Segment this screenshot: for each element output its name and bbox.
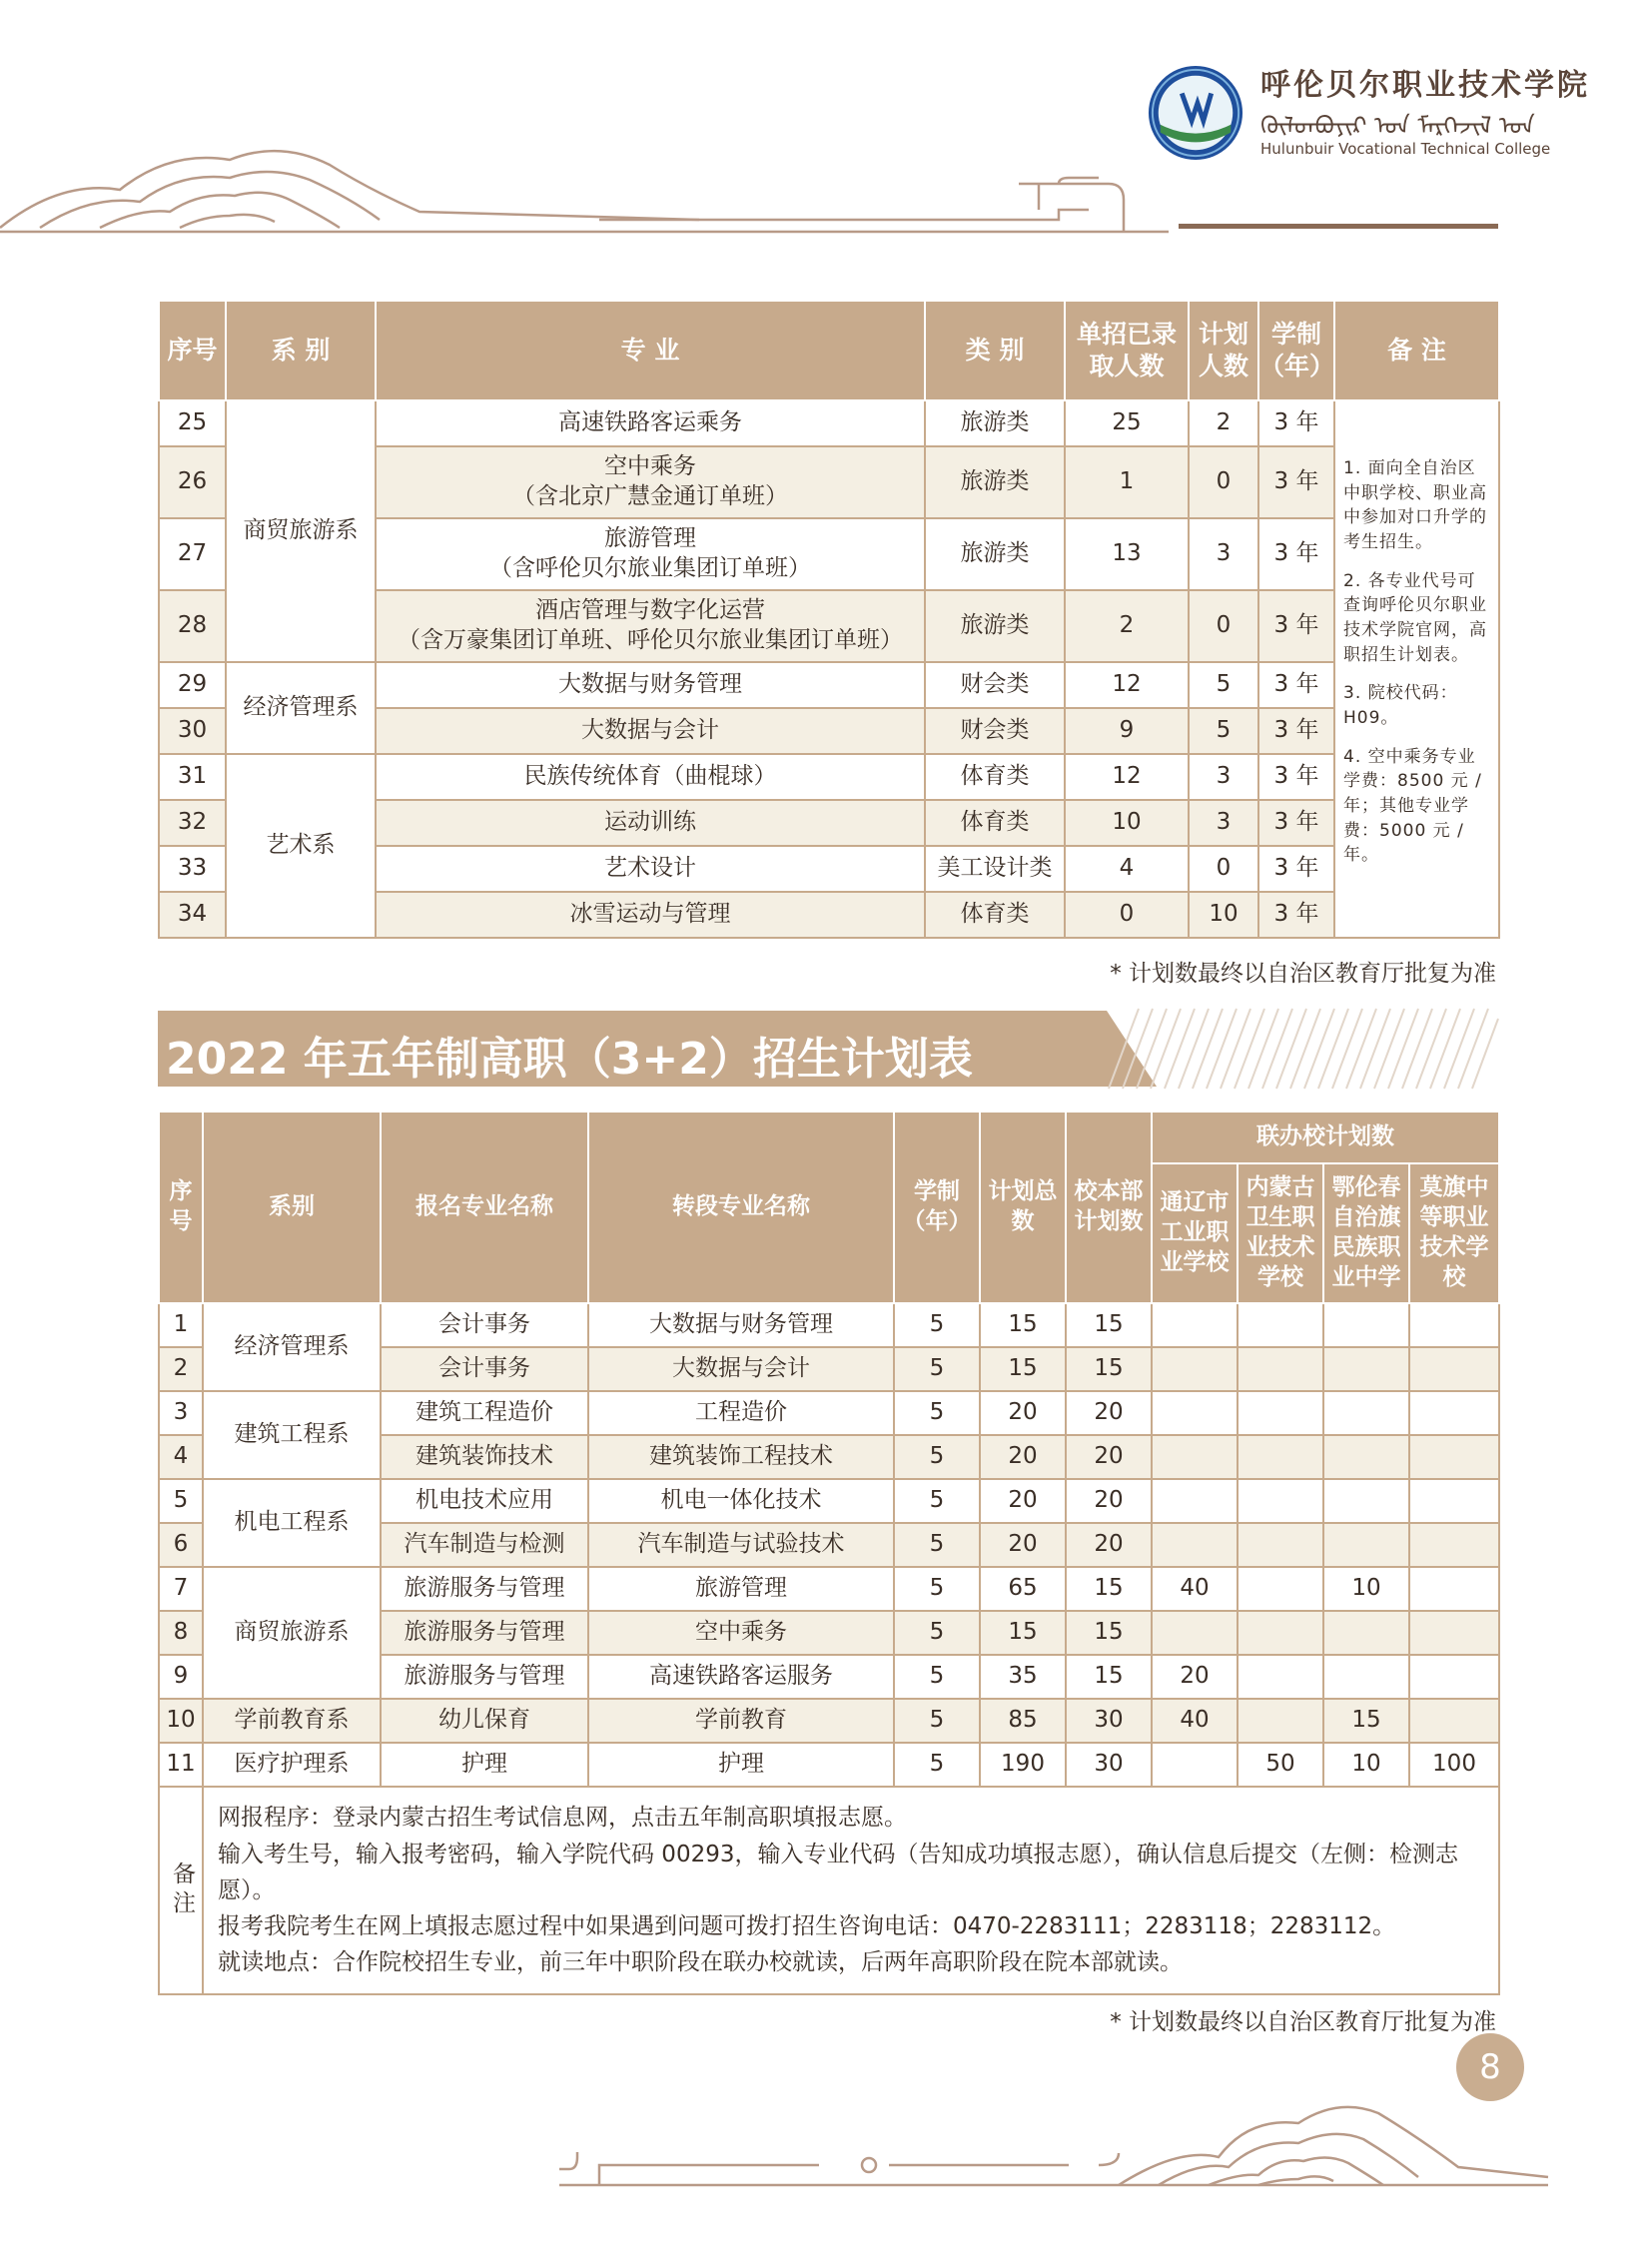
total-cell: 15 xyxy=(980,1611,1066,1655)
years-cell: 5 xyxy=(894,1347,980,1391)
transfer-major: 建筑装饰工程技术 xyxy=(588,1435,894,1479)
row-number: 34 xyxy=(159,892,226,938)
partner-cell xyxy=(1323,1347,1409,1391)
col-header: 系别 xyxy=(203,1112,381,1303)
partner-cell xyxy=(1238,1391,1323,1435)
partner-cell xyxy=(1152,1743,1238,1787)
partner-cell xyxy=(1238,1611,1323,1655)
header-rule xyxy=(1179,224,1498,229)
type-cell: 旅游类 xyxy=(925,446,1065,518)
type-cell: 旅游类 xyxy=(925,400,1065,446)
partner-cell xyxy=(1152,1435,1238,1479)
partner-cell xyxy=(1238,1479,1323,1523)
col-header: 通辽市工业职业学校 xyxy=(1152,1163,1238,1303)
table-row xyxy=(159,1479,1499,1523)
table1-footnote: * 计划数最终以自治区教育厅批复为准 xyxy=(1110,961,1496,987)
col-header: 序号 xyxy=(159,301,226,400)
plan-cell: 3 xyxy=(1189,800,1258,846)
row-number: 4 xyxy=(159,1435,203,1479)
partner-cell xyxy=(1238,1567,1323,1611)
partner-cell xyxy=(1323,1479,1409,1523)
years-cell: 5 xyxy=(894,1479,980,1523)
campus-cell: 30 xyxy=(1066,1743,1152,1787)
partner-cell xyxy=(1409,1611,1499,1655)
apply-major: 护理 xyxy=(381,1743,588,1787)
apply-major: 建筑工程造价 xyxy=(381,1391,588,1435)
partner-cell xyxy=(1323,1391,1409,1435)
row-number: 25 xyxy=(159,400,226,446)
type-cell: 美工设计类 xyxy=(925,846,1065,892)
apply-major: 旅游服务与管理 xyxy=(381,1655,588,1699)
plan-cell: 0 xyxy=(1189,846,1258,892)
total-cell: 85 xyxy=(980,1699,1066,1743)
total-cell: 20 xyxy=(980,1479,1066,1523)
table-row xyxy=(159,400,1499,446)
plan-cell: 0 xyxy=(1189,590,1258,662)
campus-cell: 15 xyxy=(1066,1567,1152,1611)
total-cell: 15 xyxy=(980,1303,1066,1347)
department-cell: 经济管理系 xyxy=(203,1303,381,1391)
col-header: 转段专业名称 xyxy=(588,1112,894,1303)
department-cell: 商贸旅游系 xyxy=(203,1567,381,1699)
row-number: 10 xyxy=(159,1699,203,1743)
col-header: 专 业 xyxy=(376,301,925,400)
transfer-major: 工程造价 xyxy=(588,1391,894,1435)
major-cell: 大数据与财务管理 xyxy=(376,662,925,708)
years-cell: 3 年 xyxy=(1258,446,1334,518)
table-row xyxy=(159,1567,1499,1611)
transfer-major: 大数据与会计 xyxy=(588,1347,894,1391)
type-cell: 体育类 xyxy=(925,800,1065,846)
col-header: 学制（年） xyxy=(894,1112,980,1303)
admitted-cell: 1 xyxy=(1065,446,1189,518)
remark-item: 2. 各专业代号可查询呼伦贝尔职业技术学院官网，高职招生计划表。 xyxy=(1343,570,1487,665)
admitted-cell: 2 xyxy=(1065,590,1189,662)
admitted-cell: 10 xyxy=(1065,800,1189,846)
row-number: 1 xyxy=(159,1303,203,1347)
plan-cell: 5 xyxy=(1189,708,1258,754)
apply-major: 会计事务 xyxy=(381,1347,588,1391)
remark-item: 1. 面向全自治区中职学校、职业高中参加对口升学的考生招生。 xyxy=(1343,458,1487,553)
campus-cell: 15 xyxy=(1066,1303,1152,1347)
col-header: 报名专业名称 xyxy=(381,1112,588,1303)
partner-cell xyxy=(1152,1611,1238,1655)
major-cell: 艺术设计 xyxy=(376,846,925,892)
partner-cell xyxy=(1238,1523,1323,1567)
plan-cell: 2 xyxy=(1189,400,1258,446)
partner-cell xyxy=(1409,1523,1499,1567)
college-name-mn: ᠬᠥᠯᠦᠨᠪᠤᠶᠢᠷ ᠤᠨ ᠮᠡᠷᠭᠡᠵᠢᠯ ᠤᠨ xyxy=(1260,112,1535,140)
row-number: 32 xyxy=(159,800,226,846)
years-cell: 5 xyxy=(894,1611,980,1655)
major-subtitle: （含呼伦贝尔旅业集团订单班） xyxy=(489,555,811,581)
type-cell: 体育类 xyxy=(925,754,1065,800)
row-number: 2 xyxy=(159,1347,203,1391)
years-cell: 5 xyxy=(894,1303,980,1347)
major-cell xyxy=(376,400,925,446)
major-subtitle: （含万豪集团订单班、呼伦贝尔旅业集团订单班） xyxy=(398,627,903,653)
transfer-major: 学前教育 xyxy=(588,1699,894,1743)
header-wave-decoration xyxy=(0,120,1179,240)
major-name: 空中乘务 xyxy=(604,453,696,480)
major-cell: 民族传统体育（曲棍球） xyxy=(376,754,925,800)
type-cell: 旅游类 xyxy=(925,590,1065,662)
partner-cell xyxy=(1152,1303,1238,1347)
row-number: 30 xyxy=(159,708,226,754)
years-cell: 5 xyxy=(894,1699,980,1743)
page-number: 8 xyxy=(1456,2033,1524,2101)
col-header: 鄂伦春自治旗民族职业中学 xyxy=(1323,1163,1409,1303)
partner-cell: 40 xyxy=(1152,1567,1238,1611)
partner-cell xyxy=(1238,1303,1323,1347)
transfer-major: 大数据与财务管理 xyxy=(588,1303,894,1347)
admitted-cell: 12 xyxy=(1065,662,1189,708)
partner-cell xyxy=(1409,1655,1499,1699)
partner-cell: 40 xyxy=(1152,1699,1238,1743)
col-header: 备 注 xyxy=(1334,301,1499,400)
partner-cell: 50 xyxy=(1238,1743,1323,1787)
partner-cell xyxy=(1409,1567,1499,1611)
remarks-cell xyxy=(203,1787,1499,1994)
campus-cell: 20 xyxy=(1066,1523,1152,1567)
major-name: 旅游管理 xyxy=(604,525,696,552)
years-cell: 3 年 xyxy=(1258,662,1334,708)
remark-item: 网报程序：登录内蒙古招生考试信息网，点击五年制高职填报志愿。 xyxy=(218,1805,907,1832)
remark-item: 3. 院校代码：H09。 xyxy=(1343,683,1458,728)
remarks-row xyxy=(159,1787,1499,1994)
partner-cell xyxy=(1238,1435,1323,1479)
partner-cell xyxy=(1152,1347,1238,1391)
campus-cell: 15 xyxy=(1066,1347,1152,1391)
type-cell: 体育类 xyxy=(925,892,1065,938)
table-row xyxy=(159,1303,1499,1347)
apply-major: 会计事务 xyxy=(381,1303,588,1347)
col-header: 单招已录取人数 xyxy=(1065,301,1189,400)
transfer-major: 空中乘务 xyxy=(588,1611,894,1655)
total-cell: 35 xyxy=(980,1655,1066,1699)
table-row xyxy=(159,662,1499,708)
plan-cell: 10 xyxy=(1189,892,1258,938)
table2-footnote: * 计划数最终以自治区教育厅批复为准 xyxy=(1110,2009,1496,2035)
partner-cell xyxy=(1409,1347,1499,1391)
type-cell: 财会类 xyxy=(925,662,1065,708)
col-header: 莫旗中等职业技术学校 xyxy=(1409,1163,1499,1303)
partner-cell: 10 xyxy=(1323,1743,1409,1787)
years-cell: 3 年 xyxy=(1258,754,1334,800)
major-cell: 大数据与会计 xyxy=(376,708,925,754)
years-cell: 5 xyxy=(894,1743,980,1787)
row-number: 27 xyxy=(159,518,226,590)
partner-cell: 100 xyxy=(1409,1743,1499,1787)
row-number: 33 xyxy=(159,846,226,892)
row-number: 29 xyxy=(159,662,226,708)
row-number: 3 xyxy=(159,1391,203,1435)
col-header: 系 别 xyxy=(226,301,376,400)
table2-header-row xyxy=(159,1112,1499,1163)
col-header: 序号 xyxy=(159,1112,203,1303)
row-number: 31 xyxy=(159,754,226,800)
apply-major: 幼儿保育 xyxy=(381,1699,588,1743)
campus-cell: 15 xyxy=(1066,1611,1152,1655)
partner-cell xyxy=(1409,1699,1499,1743)
years-cell: 3 年 xyxy=(1258,518,1334,590)
apply-major: 旅游服务与管理 xyxy=(381,1567,588,1611)
total-cell: 20 xyxy=(980,1435,1066,1479)
years-cell: 5 xyxy=(894,1567,980,1611)
plan-cell: 0 xyxy=(1189,446,1258,518)
plan-cell: 3 xyxy=(1189,754,1258,800)
admitted-cell: 13 xyxy=(1065,518,1189,590)
partner-cell: 20 xyxy=(1152,1655,1238,1699)
partner-cell xyxy=(1323,1303,1409,1347)
row-number: 8 xyxy=(159,1611,203,1655)
partner-cell xyxy=(1238,1699,1323,1743)
total-cell: 20 xyxy=(980,1523,1066,1567)
total-cell: 20 xyxy=(980,1391,1066,1435)
years-cell: 3 年 xyxy=(1258,590,1334,662)
admitted-cell: 0 xyxy=(1065,892,1189,938)
years-cell: 3 年 xyxy=(1258,400,1334,446)
col-header-group: 联办校计划数 xyxy=(1152,1112,1499,1163)
department-cell: 机电工程系 xyxy=(203,1479,381,1567)
row-number: 9 xyxy=(159,1655,203,1699)
partner-cell xyxy=(1323,1611,1409,1655)
total-cell: 190 xyxy=(980,1743,1066,1787)
partner-cell xyxy=(1323,1655,1409,1699)
major-cell: 冰雪运动与管理 xyxy=(376,892,925,938)
partner-cell xyxy=(1323,1523,1409,1567)
apply-major: 机电技术应用 xyxy=(381,1479,588,1523)
major-cell xyxy=(376,518,925,590)
transfer-major: 机电一体化技术 xyxy=(588,1479,894,1523)
remark-item: 就读地点：合作院校招生专业，前三年中职阶段在联办校就读，后两年高职阶段在院本部就读。 xyxy=(218,1949,1183,1976)
apply-major: 汽车制造与检测 xyxy=(381,1523,588,1567)
years-cell: 3 年 xyxy=(1258,800,1334,846)
admitted-cell: 25 xyxy=(1065,400,1189,446)
row-number: 5 xyxy=(159,1479,203,1523)
college-name-cn: 呼伦贝尔职业技术学院 xyxy=(1260,68,1590,103)
partner-cell xyxy=(1323,1435,1409,1479)
row-number: 28 xyxy=(159,590,226,662)
total-cell: 15 xyxy=(980,1347,1066,1391)
section-title: 2022 年五年制高职（3+2）招生计划表 xyxy=(166,1034,973,1085)
banner-hatch-decoration xyxy=(1099,1009,1498,1089)
department-cell: 经济管理系 xyxy=(226,662,376,754)
col-header: 计划人数 xyxy=(1189,301,1258,400)
department-cell: 商贸旅游系 xyxy=(226,400,376,662)
col-header: 计划总数 xyxy=(980,1112,1066,1303)
table1-header-row xyxy=(159,301,1499,400)
footer-wave-decoration xyxy=(559,2057,1558,2207)
row-number: 6 xyxy=(159,1523,203,1567)
remarks-cell xyxy=(1334,400,1499,938)
admission-table-1 xyxy=(158,300,1500,939)
years-cell: 3 年 xyxy=(1258,846,1334,892)
remarks-label: 备注 xyxy=(159,1787,203,1994)
years-cell: 5 xyxy=(894,1655,980,1699)
campus-cell: 20 xyxy=(1066,1435,1152,1479)
department-cell: 艺术系 xyxy=(226,754,376,938)
campus-cell: 30 xyxy=(1066,1699,1152,1743)
major-name: 酒店管理与数字化运营 xyxy=(535,597,765,624)
total-cell: 65 xyxy=(980,1567,1066,1611)
partner-cell xyxy=(1152,1391,1238,1435)
partner-cell xyxy=(1409,1479,1499,1523)
apply-major: 建筑装饰技术 xyxy=(381,1435,588,1479)
partner-cell xyxy=(1409,1303,1499,1347)
department-cell: 医疗护理系 xyxy=(203,1743,381,1787)
table-row xyxy=(159,1699,1499,1743)
type-cell: 财会类 xyxy=(925,708,1065,754)
partner-cell xyxy=(1152,1523,1238,1567)
admitted-cell: 4 xyxy=(1065,846,1189,892)
row-number: 26 xyxy=(159,446,226,518)
transfer-major: 旅游管理 xyxy=(588,1567,894,1611)
apply-major: 旅游服务与管理 xyxy=(381,1611,588,1655)
years-cell: 5 xyxy=(894,1523,980,1567)
transfer-major: 护理 xyxy=(588,1743,894,1787)
row-number: 11 xyxy=(159,1743,203,1787)
col-header: 内蒙古卫生职业技术学校 xyxy=(1238,1163,1323,1303)
years-cell: 5 xyxy=(894,1435,980,1479)
partner-cell xyxy=(1238,1347,1323,1391)
partner-cell xyxy=(1152,1479,1238,1523)
partner-cell xyxy=(1238,1655,1323,1699)
row-number: 7 xyxy=(159,1567,203,1611)
col-header: 学制（年） xyxy=(1258,301,1334,400)
admission-table-2 xyxy=(158,1111,1500,1995)
years-cell: 3 年 xyxy=(1258,708,1334,754)
remark-item: 输入考生号，输入报考密码，输入学院代码 00293，输入专业代码（告知成功填报志愿），确认信息后提交（左侧：检测志愿）。 xyxy=(218,1841,1458,1903)
plan-cell: 3 xyxy=(1189,518,1258,590)
major-name: 高速铁路客运乘务 xyxy=(558,409,742,436)
college-name-en: Hulunbuir Vocational Technical College xyxy=(1260,140,1551,158)
major-subtitle: （含北京广慧金通订单班） xyxy=(512,483,788,509)
partner-cell xyxy=(1409,1435,1499,1479)
campus-cell: 15 xyxy=(1066,1655,1152,1699)
table-row xyxy=(159,1743,1499,1787)
major-cell xyxy=(376,590,925,662)
campus-cell: 20 xyxy=(1066,1479,1152,1523)
remark-item: 4. 空中乘务专业学费：8500 元 / 年；其他专业学费：5000 元 / 年。 xyxy=(1343,746,1482,866)
major-cell xyxy=(376,446,925,518)
plan-cell: 5 xyxy=(1189,662,1258,708)
type-cell: 旅游类 xyxy=(925,518,1065,590)
table-row xyxy=(159,1391,1499,1435)
department-cell: 学前教育系 xyxy=(203,1699,381,1743)
campus-cell: 20 xyxy=(1066,1391,1152,1435)
admitted-cell: 9 xyxy=(1065,708,1189,754)
department-cell: 建筑工程系 xyxy=(203,1391,381,1479)
years-cell: 5 xyxy=(894,1391,980,1435)
college-logo-icon xyxy=(1147,64,1244,162)
transfer-major: 高速铁路客运服务 xyxy=(588,1655,894,1699)
col-header: 类 别 xyxy=(925,301,1065,400)
partner-cell xyxy=(1409,1391,1499,1435)
remark-item: 报考我院考生在网上填报志愿过程中如果遇到问题可拨打招生咨询电话：0470-2283111；2283118；2283112。 xyxy=(218,1913,1396,1940)
table-row xyxy=(159,754,1499,800)
col-header: 校本部计划数 xyxy=(1066,1112,1152,1303)
partner-cell: 10 xyxy=(1323,1567,1409,1611)
transfer-major: 汽车制造与试验技术 xyxy=(588,1523,894,1567)
years-cell: 3 年 xyxy=(1258,892,1334,938)
major-cell: 运动训练 xyxy=(376,800,925,846)
partner-cell: 15 xyxy=(1323,1699,1409,1743)
admitted-cell: 12 xyxy=(1065,754,1189,800)
